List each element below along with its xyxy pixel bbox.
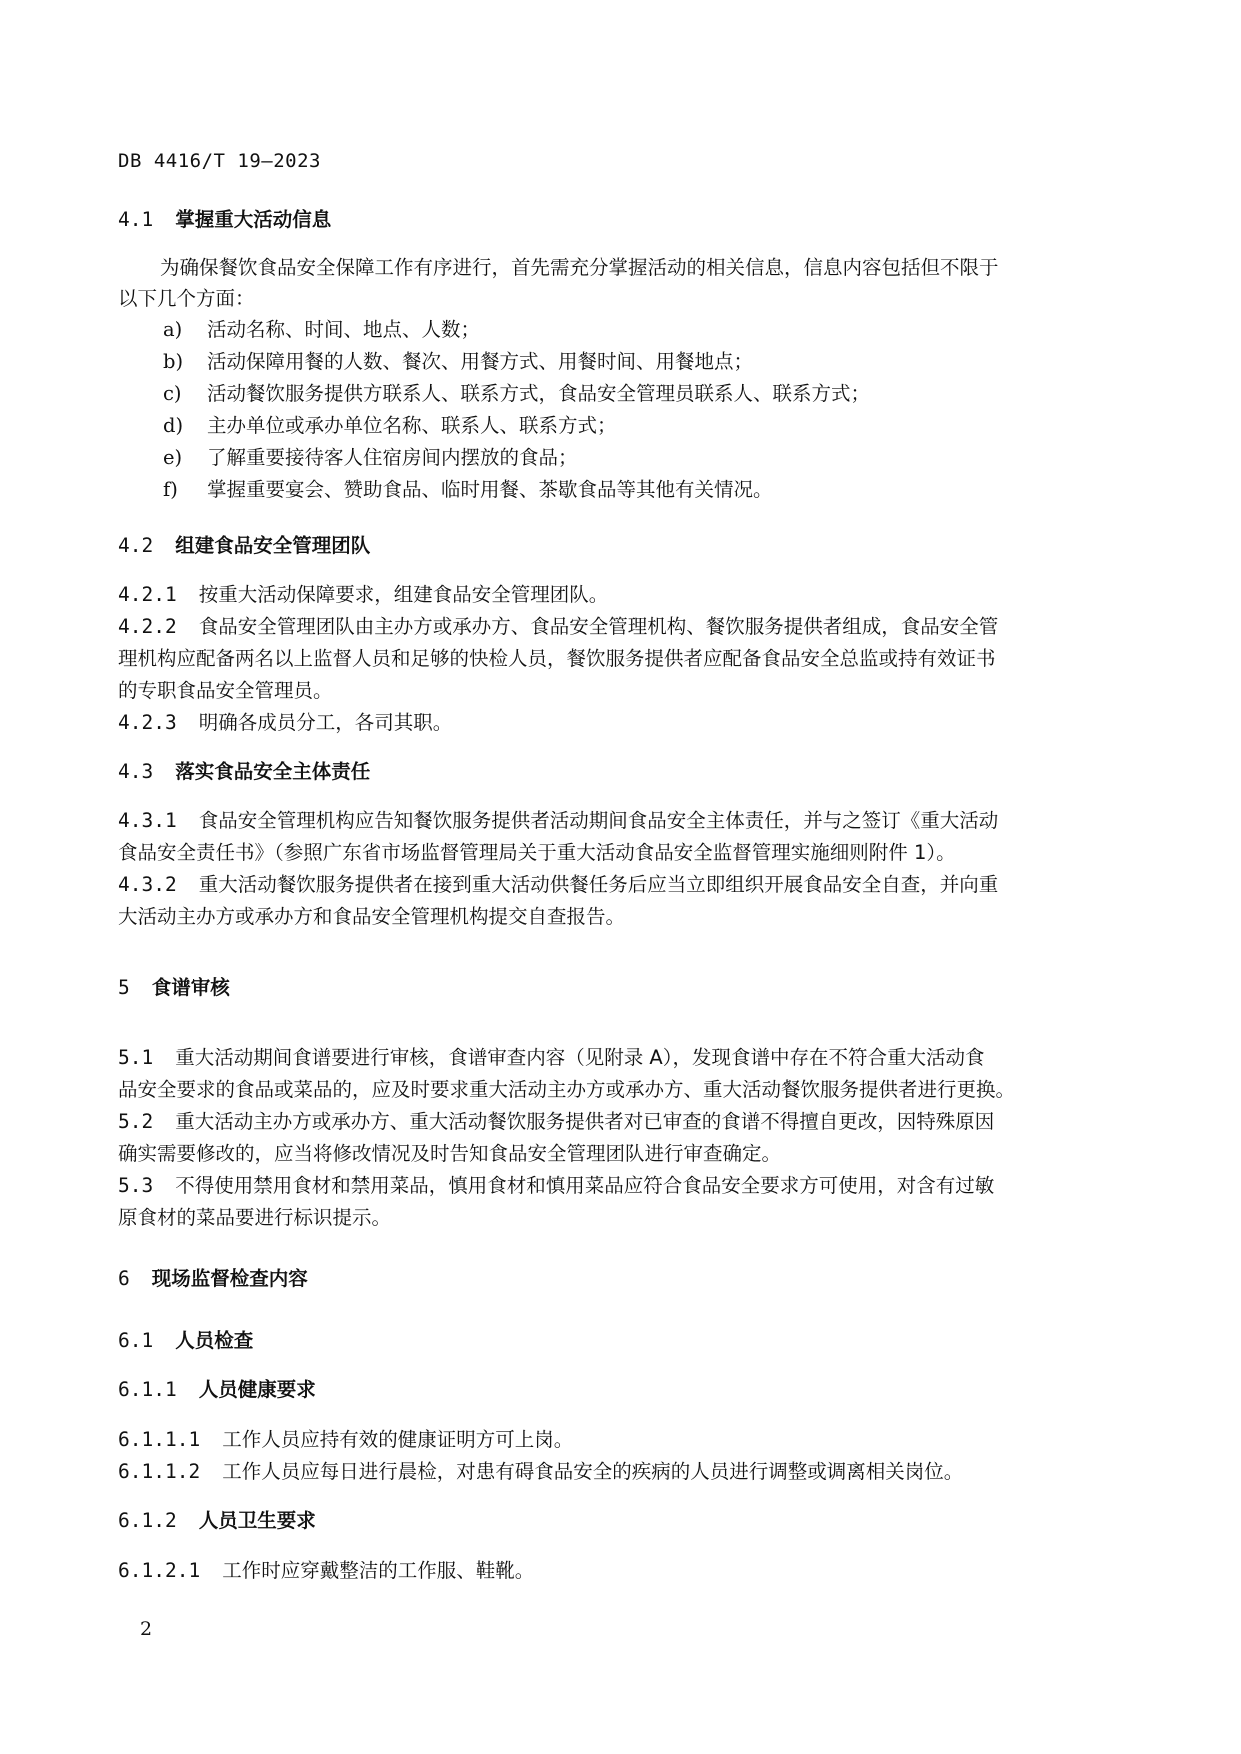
clause-number: 6.1.2.1 <box>118 1559 201 1582</box>
clause-number: 4.2.3 <box>118 711 177 734</box>
document-code: DB 4416/T 19—2023 <box>118 150 321 172</box>
clause-4-2-1 <box>118 583 608 607</box>
clause-text: 不得使用禁用食材和禁用菜品，慎用食材和慎用菜品应符合食品安全要求方可使用，对含有过敏 <box>175 1174 995 1197</box>
list-item <box>163 350 753 374</box>
clause-number: 5.2 <box>118 1110 154 1133</box>
heading-number: 6 <box>118 1267 130 1290</box>
paragraph-line: 大活动主办方或承办方和食品安全管理机构提交自查报告。 <box>118 905 626 928</box>
heading-6-1-1 <box>118 1378 316 1402</box>
list-marker: a) <box>163 318 183 341</box>
paragraph-line: 为确保餐饮食品安全保障工作有序进行，首先需充分掌握活动的相关信息，信息内容包括但不限于 <box>160 256 999 279</box>
clause-4-2-2 <box>118 615 998 639</box>
clause-6-1-2-1 <box>118 1559 534 1583</box>
heading-title: 落实食品安全主体责任 <box>175 760 371 783</box>
heading-number: 6.1.2 <box>118 1509 177 1532</box>
list-text: 活动名称、时间、地点、人数； <box>207 318 481 341</box>
clause-4-2-3 <box>118 711 452 735</box>
list-item <box>163 446 578 470</box>
paragraph-line: 以下几个方面： <box>118 287 255 310</box>
clause-text: 重大活动主办方或承办方、重大活动餐饮服务提供者对已审查的食谱不得擅自更改，因特殊原因 <box>175 1110 995 1133</box>
heading-5 <box>118 976 230 1000</box>
heading-6 <box>118 1267 308 1291</box>
clause-number: 4.3.2 <box>118 873 177 896</box>
clause-number: 4.2.2 <box>118 615 177 638</box>
heading-title: 现场监督检查内容 <box>151 1267 308 1290</box>
list-item <box>163 382 870 406</box>
heading-4-2 <box>118 534 370 558</box>
paragraph-line: 原食材的菜品要进行标识提示。 <box>118 1206 392 1229</box>
heading-6-1-2 <box>118 1509 316 1533</box>
heading-4-3 <box>118 760 370 784</box>
heading-number: 5 <box>118 976 130 999</box>
heading-title: 人员检查 <box>175 1329 254 1352</box>
clause-5-1 <box>118 1046 985 1070</box>
page-number: 2 <box>140 1618 153 1640</box>
heading-number: 6.1 <box>118 1329 154 1352</box>
heading-number: 4.3 <box>118 760 154 783</box>
list-text: 活动保障用餐的人数、餐次、用餐方式、用餐时间、用餐地点； <box>207 350 754 373</box>
list-text: 了解重要接待客人住宿房间内摆放的食品； <box>207 446 578 469</box>
clause-text: 按重大活动保障要求，组建食品安全管理团队。 <box>198 583 609 606</box>
clause-4-3-1 <box>118 809 998 833</box>
clause-text: 食品安全管理团队由主办方或承办方、食品安全管理机构、餐饮服务提供者组成，食品安全管 <box>198 615 999 638</box>
paragraph-line: 确实需要修改的，应当将修改情况及时告知食品安全管理团队进行审查确定。 <box>118 1142 782 1165</box>
heading-title: 人员卫生要求 <box>198 1509 316 1532</box>
clause-text: 工作人员应持有效的健康证明方可上岗。 <box>222 1428 574 1451</box>
clause-number: 5.3 <box>118 1174 154 1197</box>
list-item <box>163 414 617 438</box>
heading-number: 4.1 <box>118 208 154 231</box>
clause-text: 食品安全管理机构应告知餐饮服务提供者活动期间食品安全主体责任，并与之签订《重大活动 <box>198 809 999 832</box>
heading-title: 组建食品安全管理团队 <box>175 534 371 557</box>
clause-number: 4.3.1 <box>118 809 177 832</box>
clause-4-3-2 <box>118 873 998 897</box>
list-text: 掌握重要宴会、赞助食品、临时用餐、茶歇食品等其他有关情况。 <box>207 478 773 501</box>
list-text: 主办单位或承办单位名称、联系人、联系方式； <box>207 414 617 437</box>
paragraph-line: 品安全要求的食品或菜品的，应及时要求重大活动主办方或承办方、重大活动餐饮服务提供者进行更换。 <box>118 1078 1016 1101</box>
list-marker: e) <box>163 446 183 469</box>
paragraph-line: 的专职食品安全管理员。 <box>118 679 333 702</box>
clause-text: 工作时应穿戴整洁的工作服、鞋靴。 <box>222 1559 535 1582</box>
clause-6-1-1-1 <box>118 1428 573 1452</box>
clause-text: 重大活动期间食谱要进行审核，食谱审查内容（见附录 A），发现食谱中存在不符合重大活动食 <box>175 1046 985 1069</box>
clause-5-2 <box>118 1110 994 1134</box>
heading-title: 人员健康要求 <box>198 1378 316 1401</box>
clause-number: 4.2.1 <box>118 583 177 606</box>
heading-title: 食谱审核 <box>151 976 230 999</box>
list-text: 活动餐饮服务提供方联系人、联系方式，食品安全管理员联系人、联系方式； <box>207 382 871 405</box>
list-item <box>163 318 480 342</box>
list-marker: b) <box>163 350 184 373</box>
heading-6-1 <box>118 1329 253 1353</box>
heading-number: 6.1.1 <box>118 1378 177 1401</box>
paragraph-line: 理机构应配备两名以上监督人员和足够的快检人员，餐饮服务提供者应配备食品安全总监或持有效证书 <box>118 647 996 670</box>
clause-number: 5.1 <box>118 1046 154 1069</box>
list-marker: c) <box>163 382 182 405</box>
list-marker: f) <box>163 478 178 501</box>
heading-number: 4.2 <box>118 534 154 557</box>
clause-text: 重大活动餐饮服务提供者在接到重大活动供餐任务后应当立即组织开展食品安全自查，并向重 <box>198 873 999 896</box>
clause-6-1-1-2 <box>118 1460 963 1484</box>
clause-text: 明确各成员分工，各司其职。 <box>198 711 453 734</box>
clause-number: 6.1.1.1 <box>118 1428 201 1451</box>
clause-5-3 <box>118 1174 994 1198</box>
list-marker: d) <box>163 414 184 437</box>
heading-4-1 <box>118 208 331 232</box>
list-item <box>163 478 773 502</box>
heading-title: 掌握重大活动信息 <box>175 208 332 231</box>
clause-text: 工作人员应每日进行晨检，对患有碍食品安全的疾病的人员进行调整或调离相关岗位。 <box>222 1460 964 1483</box>
clause-number: 6.1.1.2 <box>118 1460 201 1483</box>
paragraph-line: 食品安全责任书》（参照广东省市场监督管理局关于重大活动食品安全监督管理实施细则附件 1）。 <box>118 841 956 864</box>
